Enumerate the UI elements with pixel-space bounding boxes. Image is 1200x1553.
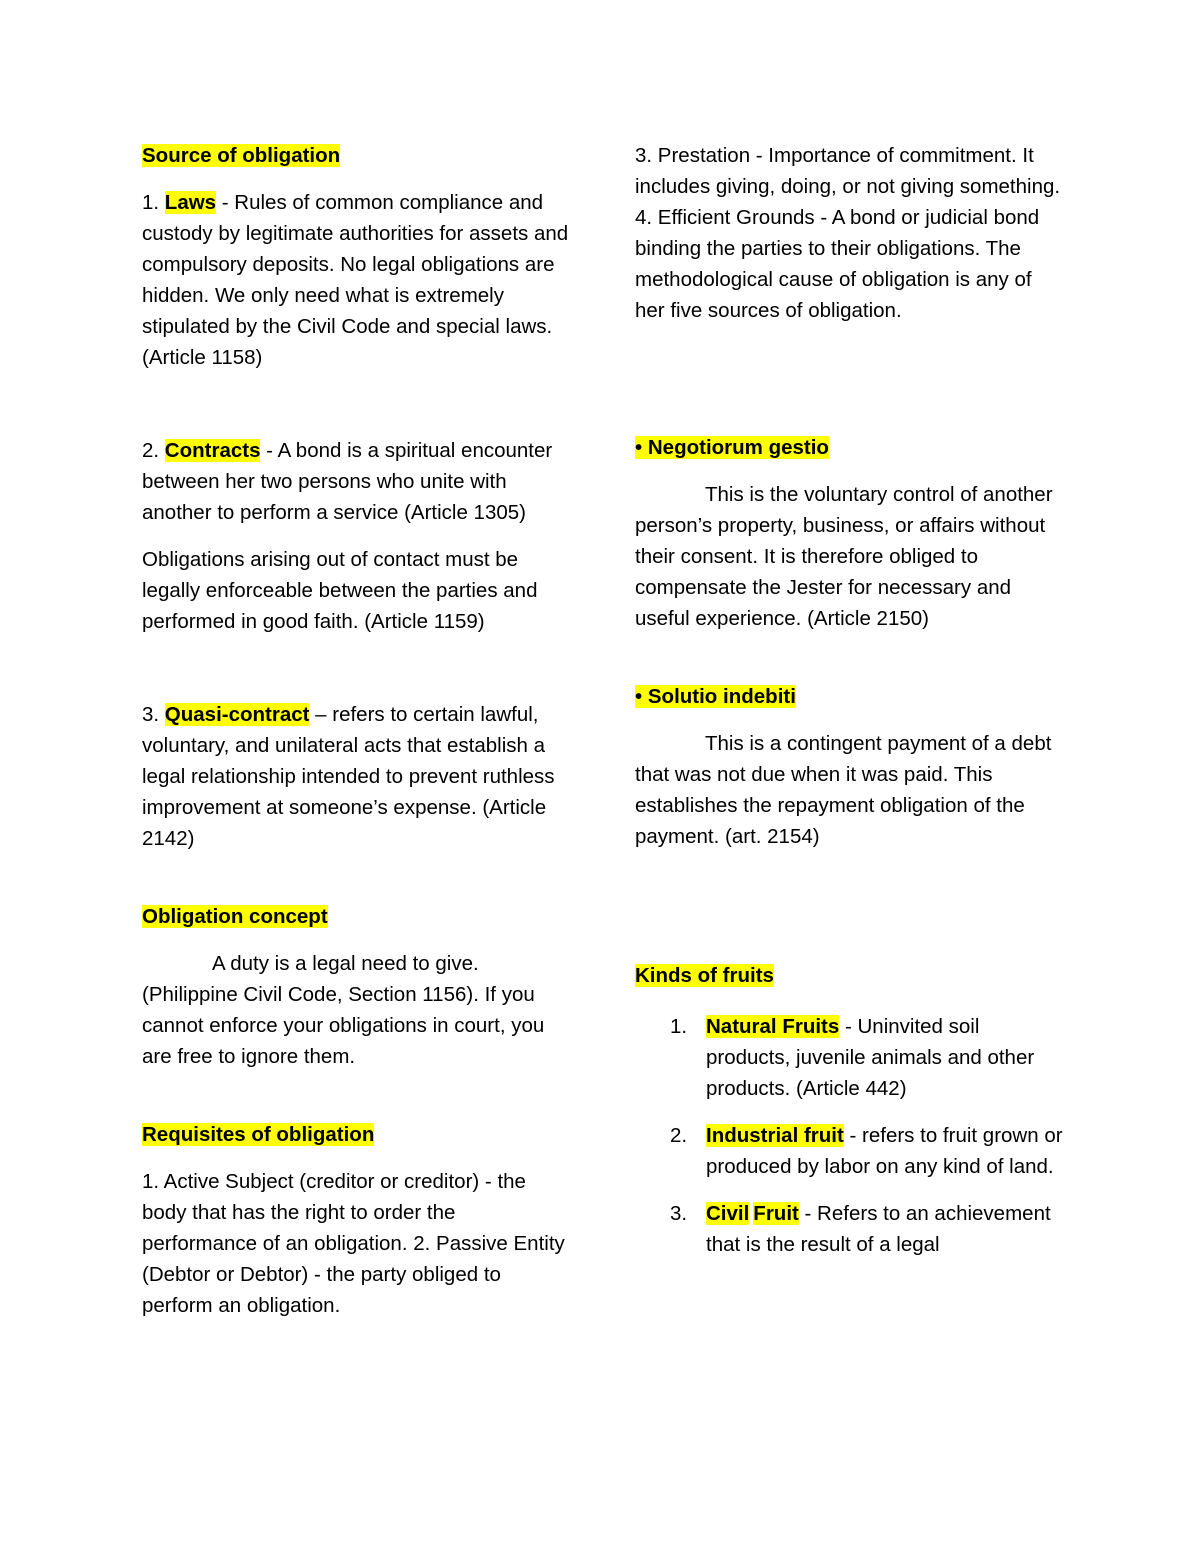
quasi-contract-paragraph: [142, 699, 572, 854]
list-item-number: 3.: [670, 1202, 688, 1225]
contracts-number: 2.: [142, 439, 165, 462]
requisites-heading-text: Requisites of obligation: [142, 1123, 375, 1146]
concept-heading: [142, 901, 572, 932]
right-column: [635, 140, 1065, 1260]
contracts-followup: Obligations arising out of contact must be legally enforceable between the parties and performed in good faith. (Article 1159): [142, 548, 538, 633]
negotiorum-heading-text: • Negotiorum gestio: [635, 436, 829, 459]
solutio-text: This is a contingent payment of a debt that was not due when it was paid. This establishes the repayment obligation of the payment. (art. 2154): [635, 732, 1052, 848]
fruits-list: [635, 1011, 1065, 1260]
laws-term: Laws: [164, 191, 217, 214]
solutio-heading: [635, 681, 1065, 712]
civil-term: Civil: [706, 1202, 750, 1225]
list-item: [635, 1198, 1065, 1260]
laws-text: - Rules of common compliance and custody by legitimate authorities for assets and compulsory deposits. No legal obligations are hidden. We only need what is extremely stipulated by the Civil Code and special laws. (Article 1158): [142, 191, 569, 369]
list-item: [635, 1120, 1065, 1182]
fruits-heading-text: Kinds of fruits: [635, 964, 774, 987]
left-column: [142, 140, 572, 1321]
negotiorum-heading: [635, 432, 1065, 463]
source-heading: [142, 140, 572, 171]
concept-heading-text: Obligation concept: [142, 905, 328, 928]
concept-text: A duty is a legal need to give. (Philippine Civil Code, Section 1156). If you cannot enforce your obligations in court, you are free to ignore them.: [142, 952, 545, 1068]
list-item: [635, 1011, 1065, 1104]
source-heading-text: Source of obligation: [142, 144, 341, 167]
prestation-paragraph: 3. Prestation - Importance of commitment. It includes giving, doing, or not giving something. 4. Efficient Grounds - A bond or judicial bond binding the parties to their obligations. The methodological cause of obligation is any of her five sources of obligation.: [635, 144, 1061, 322]
industrial-fruit-text: - refers to fruit grown or produced by labor on any kind of land.: [706, 1124, 1063, 1178]
natural-fruits-term: Natural Fruits: [706, 1015, 840, 1038]
quasi-contract-term: Quasi-contract: [164, 703, 310, 726]
solutio-heading-text: • Solutio indebiti: [635, 685, 796, 708]
quasi-contract-text: – refers to certain lawful, voluntary, and unilateral acts that establish a legal relationship intended to prevent ruthless improvement at someone’s expense. (Article 2142): [142, 703, 555, 850]
laws-paragraph: [142, 187, 572, 373]
civil-fruit-text: - Refers to an achievement that is the result of a legal: [706, 1202, 1051, 1256]
contracts-text: - A bond is a spiritual encounter between her two persons who unite with another to perform a service (Article 1305): [142, 439, 553, 524]
industrial-fruit-term: Industrial fruit: [706, 1124, 844, 1147]
fruits-heading: [635, 960, 1065, 991]
quasi-number: 3.: [142, 703, 165, 726]
contracts-paragraph: [142, 435, 572, 528]
list-item-number: 1.: [670, 1015, 688, 1038]
fruit-term: Fruit: [753, 1202, 799, 1225]
list-item-number: 2.: [670, 1124, 688, 1147]
requisites-text: 1. Active Subject (creditor or creditor) - the body that has the right to order the performance of an obligation. 2. Passive Entity (Debtor or Debtor) - the party obliged to perform an obligation.: [142, 1170, 565, 1317]
natural-fruits-text: - Uninvited soil products, juvenile animals and other products. (Article 442): [706, 1015, 1035, 1100]
contracts-term: Contracts: [164, 439, 261, 462]
requisites-heading: [142, 1119, 572, 1150]
negotiorum-text: This is the voluntary control of another person’s property, business, or affairs without their consent. It is therefore obliged to compensate the Jester for necessary and useful experience. (Article 2150): [635, 483, 1053, 630]
laws-number: 1.: [142, 191, 165, 214]
